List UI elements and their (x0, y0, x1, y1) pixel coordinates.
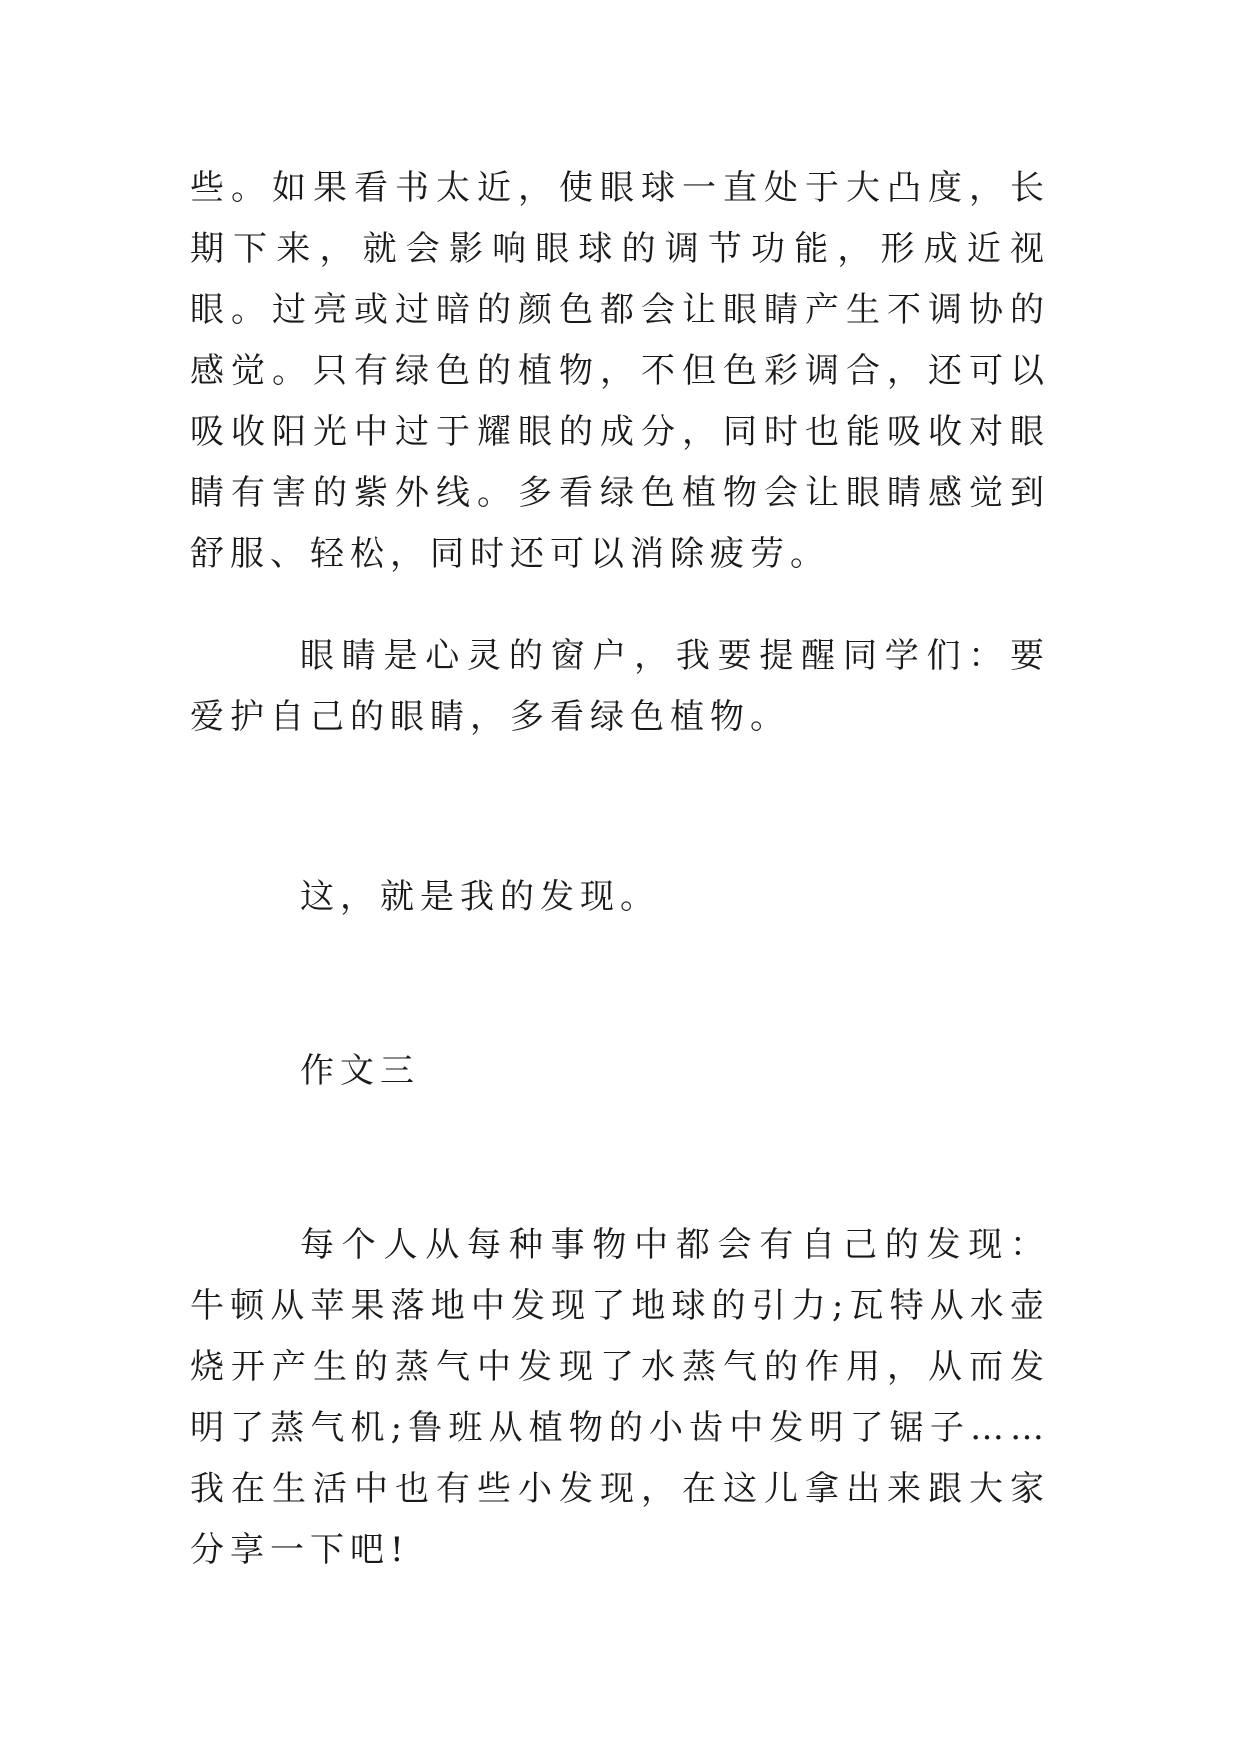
paragraph-protect-eyes-reminder: 眼睛是心灵的窗户，我要提醒同学们：要爱护自己的眼睛，多看绿色植物。 (190, 636, 1050, 737)
paragraph-eye-strain-explanation: 些。如果看书太近，使眼球一直处于大凸度，长期下来，就会影响眼球的调节功能，形成近视眼。过亮或过暗的颜色都会让眼睛产生不调协的感觉。只有绿色的植物，不但色彩调合，还可以吸收阳光中过于耀眼的成分，同时也能吸收对眼睛有害的紫外线。多看绿色植物会让眼睛感觉到舒服、轻松，同时还可以消除疲劳。 (190, 168, 1050, 574)
paragraph-conclusion: 这，就是我的发现。 (300, 877, 660, 917)
essay-heading: 作文三 (300, 1051, 420, 1091)
paragraph-discoveries-intro: 每个人从每种事物中都会有自己的发现：牛顿从苹果落地中发现了地球的引力;瓦特从水壶烧开产生的蒸气中发现了水蒸气的作用，从而发明了蒸气机;鲁班从植物的小齿中发明了锯子……我在生活中也有些小发现，在这儿拿出来跟大家分享一下吧! (190, 1225, 1050, 1570)
